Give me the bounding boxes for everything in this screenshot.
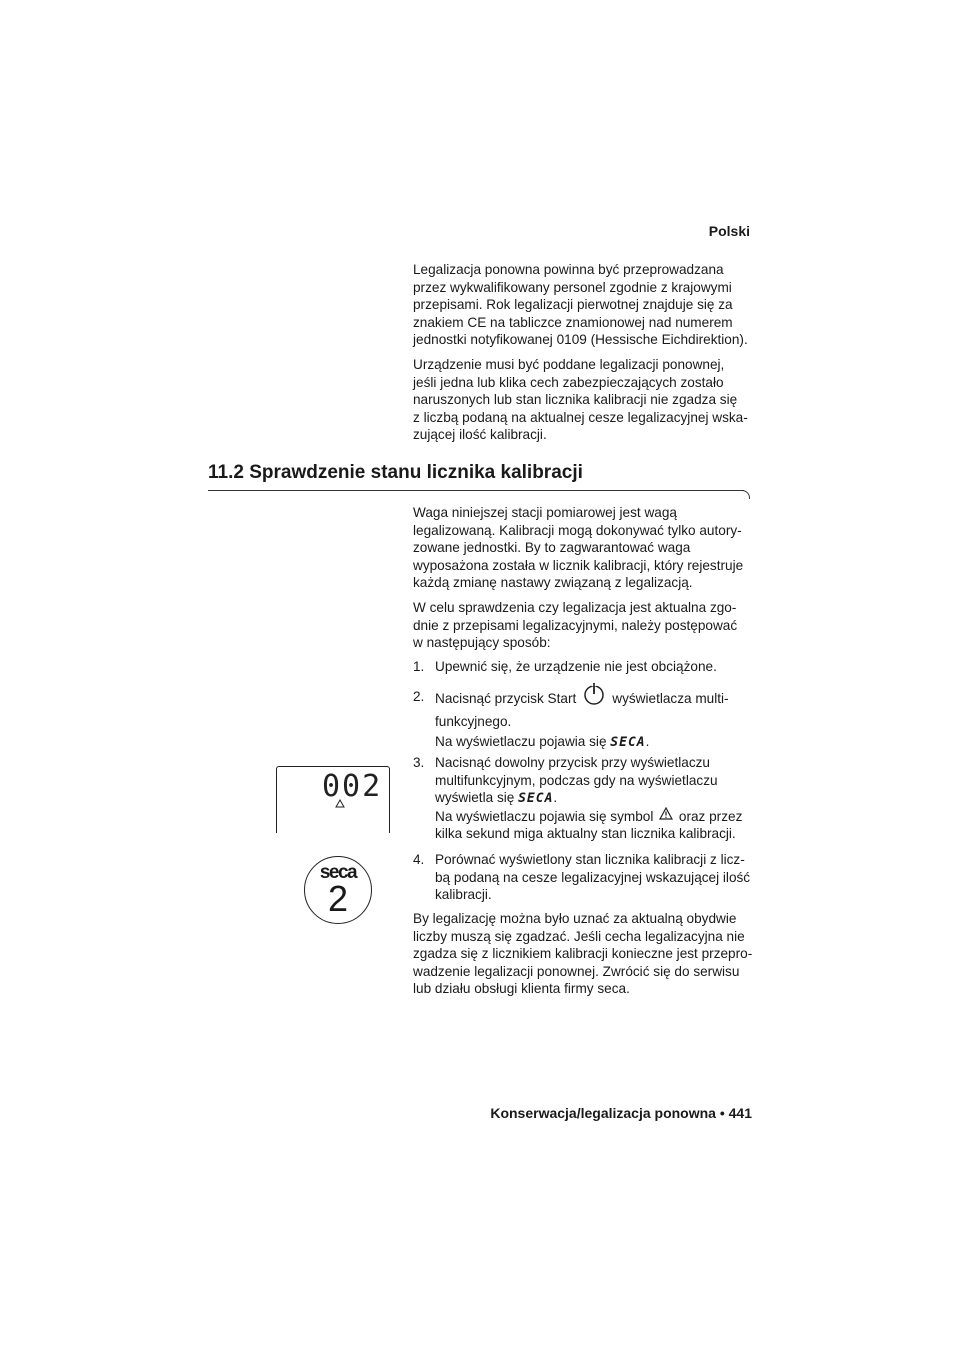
text-line: liczby muszą się zgadzać. Jeśli cecha legalizacyjna nie — [413, 928, 745, 944]
step-number: 2. — [413, 689, 425, 704]
step-text: Upewnić się, że urządzenie nie jest obciążone. — [435, 659, 717, 674]
text-line: jednostki notyfikowanej 0109 (Hessische Eichdirektion). — [413, 332, 748, 348]
text-line: By legalizację można było uznać za aktualną obydwie — [413, 911, 737, 926]
text-line: dnie z przepisami legalizacyjnymi, należy postępować — [413, 617, 738, 633]
text-line: znakiem CE na tabliczce znamionowej nad numerem — [413, 314, 733, 330]
text-line: bą podaną na cesze legalizacyjnej wskazującej ilość — [435, 869, 751, 885]
step-text-suffix: . — [553, 790, 558, 806]
text-line: w następujący sposób: — [413, 635, 551, 651]
text-line: Legalizacja ponowna powinna być przeprowadzana — [413, 262, 724, 277]
text-line: jeśli jedna lub klika cech zabezpieczających zostało — [413, 374, 724, 390]
text-line: legalizowaną. Kalibracji mogą dokonywać tylko autory- — [413, 522, 742, 538]
text-line: przepisami. Rok legalizacji pierwotnej znajduje się za — [413, 297, 733, 313]
text-line: wadzenie legalizacji ponownej. Zwrócić się do serwisu — [413, 963, 740, 979]
section-heading: 11.2 Sprawdzenie stanu licznika kalibracji — [208, 462, 583, 483]
text-line — [435, 808, 755, 826]
step-text — [435, 851, 755, 904]
step-text — [435, 733, 755, 752]
text-line: Nacisnąć dowolny przycisk przy wyświetlaczu — [435, 755, 710, 770]
language-label: Polski — [708, 223, 750, 239]
final-paragraph — [413, 910, 758, 998]
text-line: zgadza się z licznikiem kalibracji konieczne jest przepro- — [413, 946, 753, 962]
lcd-word: SECA — [518, 791, 554, 807]
text-line: każdą zmianę nastawy związaną z legalizacją. — [413, 575, 693, 591]
text-line: Waga niniejszej stacji pomiarowej jest wagą — [413, 505, 677, 520]
warning-triangle-icon — [335, 795, 345, 813]
step-number: 4. — [413, 852, 425, 867]
step-text — [435, 688, 755, 711]
heading-rule-end — [741, 490, 750, 499]
text-line: zującej ilość kalibracji. — [413, 427, 547, 443]
step-number: 3. — [413, 755, 425, 770]
intro-paragraph-1 — [413, 261, 758, 349]
intro-paragraph-2 — [413, 356, 758, 444]
text-line: naruszonych lub stan licznika kalibracji nie zgadza się — [413, 392, 738, 408]
text-line: Porównać wyświetlony stan licznika kalibracji z licz- — [435, 852, 745, 867]
step-text-after-icon: wyświetlacza multi- — [612, 690, 729, 706]
text-line — [435, 789, 755, 808]
lcd-word: SECA — [610, 735, 646, 750]
warning-triangle-icon — [659, 807, 673, 825]
text-line: lub działu obsługi klienta firmy seca. — [413, 981, 630, 997]
text-line: kalibracji. — [435, 887, 492, 903]
display-digits: 002 — [322, 769, 383, 804]
step-text-before-icon: Nacisnąć przycisk Start — [435, 690, 577, 706]
text-line: zowane jednostki. By to zagwarantować waga — [413, 540, 691, 556]
step-text: funkcyjnego. — [435, 714, 512, 729]
step-text — [435, 754, 755, 843]
text-line: Urządzenie musi być poddane legalizacji ponownej, — [413, 357, 725, 372]
section-paragraph-2 — [413, 599, 758, 652]
step-text-prefix: Na wyświetlaczu pojawia się — [435, 734, 607, 749]
calibration-seal — [304, 856, 372, 924]
heading-rule — [208, 490, 744, 491]
step-text-suffix: oraz przez — [678, 808, 743, 824]
text-line: kilka sekund miga aktualny stan licznika kalibracji. — [435, 826, 736, 842]
power-icon — [582, 682, 606, 711]
step-text-prefix: wyświetla się — [435, 790, 515, 806]
text-line: przez wykwalifikowany personel zgodnie z krajowymi — [413, 279, 732, 295]
step-text-suffix: . — [645, 734, 650, 749]
text-line: z liczbą podaną na aktualnej cesze legalizacyjnej wska- — [413, 409, 748, 425]
seal-number: 2 — [327, 878, 349, 919]
text-line: W celu sprawdzenia czy legalizacja jest aktualna zgo- — [413, 600, 737, 615]
page-footer: Konserwacja/legalizacja ponowna • 441 — [490, 1105, 752, 1121]
text-line: multifunkcyjnym, podczas gdy na wyświetlaczu — [435, 772, 718, 788]
seal-brand: seca — [319, 862, 357, 883]
step-text-prefix: Na wyświetlaczu pojawia się symbol — [435, 808, 654, 824]
text-line: wyposażona została w licznik kalibracji, który rejestruje — [413, 557, 744, 573]
section-paragraph-1 — [413, 504, 758, 592]
step-number: 1. — [413, 659, 425, 674]
